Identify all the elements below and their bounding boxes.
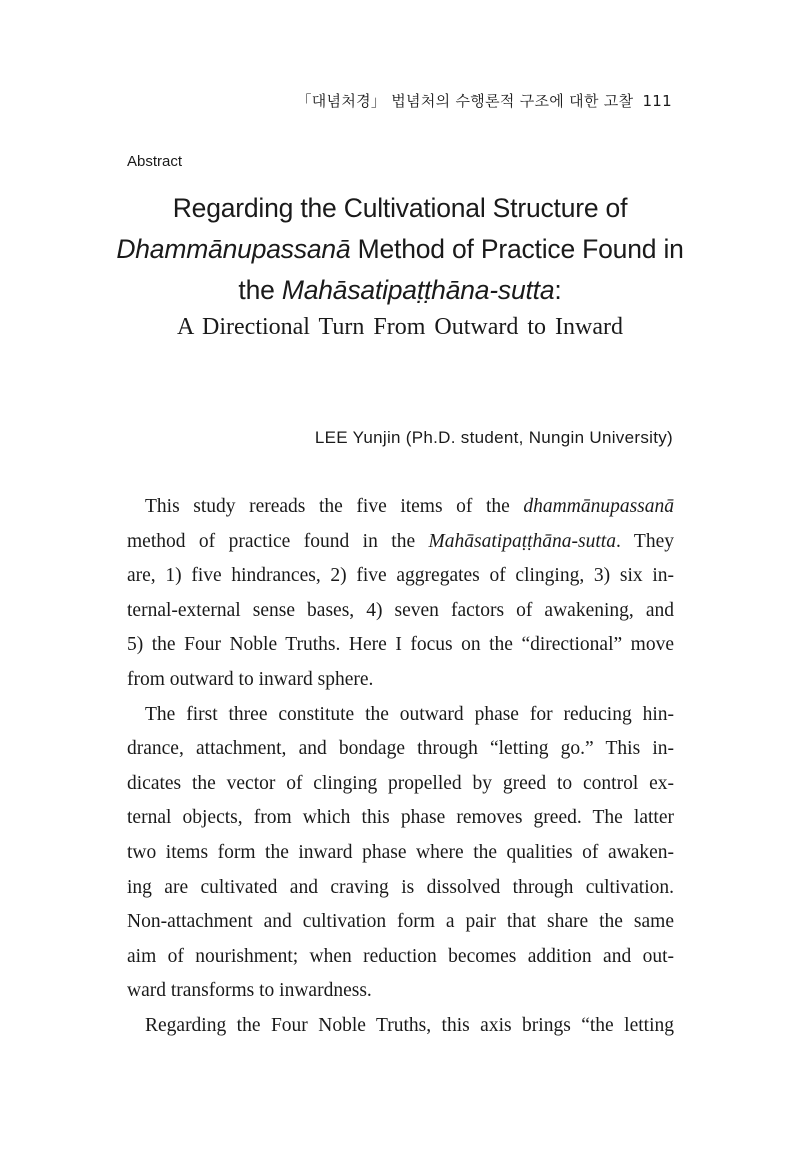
p1-line-3: are, 1) five hindrances, 2) five aggregates of clinging, 3) six in- xyxy=(127,565,674,587)
title-line-3-pre: the xyxy=(238,275,282,305)
p1-line-5: 5) the Four Noble Truths. Here I focus on the “directional” move xyxy=(127,634,674,656)
p2-line-7: Non-attachment and cultivation form a pair that share the same xyxy=(127,911,674,933)
p2-line-2: drance, attachment, and bondage through “letting go.” This in- xyxy=(127,738,674,760)
term-dhammanupassana: dhammānupassanā xyxy=(523,496,674,517)
title-line-3-post: : xyxy=(554,275,562,305)
p2-line-9: ward transforms to inwardness. xyxy=(127,980,372,1002)
page-number: 111 xyxy=(642,92,672,110)
term-sutta: Mahāsatipaṭṭhāna-sutta xyxy=(428,530,616,552)
p2-line-5: two items form the inward phase where the qualities of awaken- xyxy=(127,841,674,863)
p1-line-1-text: This study rereads the five items of the xyxy=(145,496,524,517)
paper-title xyxy=(100,188,700,311)
p1-line-2-post: . They xyxy=(615,530,674,552)
paper-subtitle: A Directional Turn From Outward to Inward xyxy=(177,314,623,340)
p2-line-3: dicates the vector of clinging propelled by greed to control ex- xyxy=(127,772,674,794)
title-line-2 xyxy=(100,229,700,270)
p1-line-6: from outward to inward sphere. xyxy=(127,668,374,690)
title-term-dhammanupassana: Dhammānupassanā xyxy=(116,234,351,264)
p2-line-4: ternal objects, from which this phase removes greed. The latter xyxy=(127,807,674,829)
running-header xyxy=(296,90,672,111)
author-line: LEE Yunjin (Ph.D. student, Nungin University) xyxy=(314,428,673,447)
p1-line-2 xyxy=(127,525,674,560)
p1-line-1 xyxy=(127,490,674,525)
p2-line-8: aim of nourishment; when reduction becomes addition and out- xyxy=(127,945,674,967)
abstract-label: Abstract xyxy=(127,153,183,170)
title-line-3 xyxy=(100,270,700,311)
title-term-sutta: Mahāsatipaṭṭhāna-sutta xyxy=(281,275,555,305)
p2-line-1: The first three constitute the outward phase for reducing hin- xyxy=(145,703,674,725)
p1-line-4: ternal-external sense bases, 4) seven factors of awakening, and xyxy=(127,599,674,621)
p2-line-6: ing are cultivated and craving is dissolved through cultivation. xyxy=(127,876,674,898)
p3-line-1: Regarding the Four Noble Truths, this axis brings “the letting xyxy=(145,1014,674,1036)
title-line-1: Regarding the Cultivational Structure of xyxy=(172,193,628,223)
running-header-title: 「대념처경」 법념처의 수행론적 구조에 대한 고찰 xyxy=(296,92,634,110)
abstract-body xyxy=(127,490,674,1044)
p1-line-2-text: method of practice found in the xyxy=(127,530,429,552)
title-line-2-rest: Method of Practice Found in xyxy=(350,234,684,264)
